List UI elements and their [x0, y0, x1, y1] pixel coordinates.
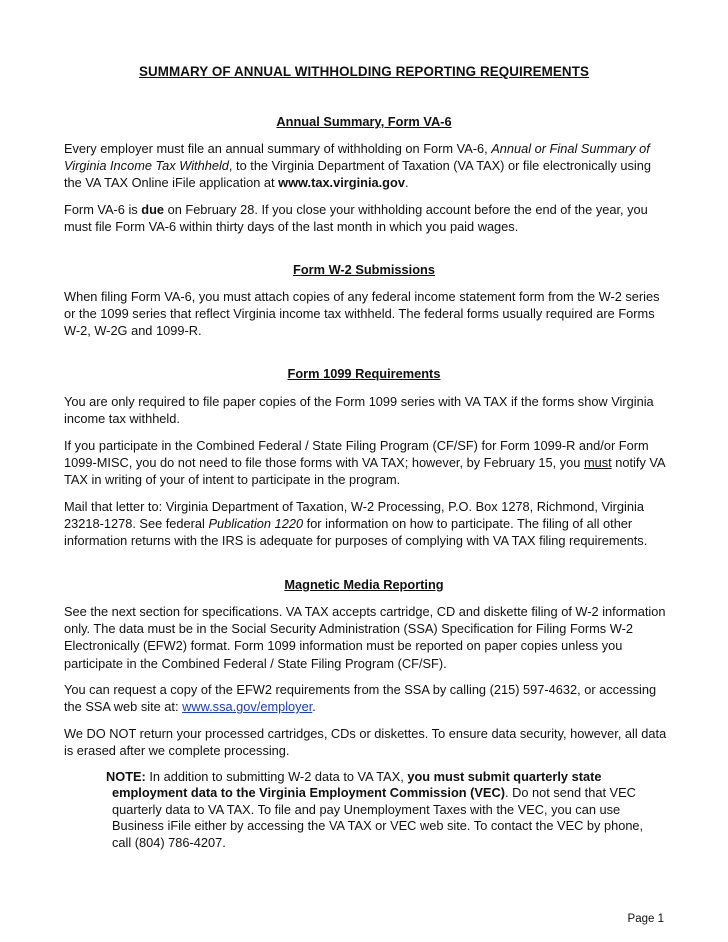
paragraph-1099-paper: You are only required to file paper copies of the Form 1099 series with VA TAX if the forms show Virginia income tax withheld. — [64, 394, 654, 427]
publication-italic: Publication 1220 — [208, 516, 304, 532]
text: Mail that letter to: Virginia Department of Taxation, W-2 Processing, P.O. Box 1278, Richmond, Virginia 23218-1278. See federal — [64, 499, 644, 532]
section-heading-w2: Form W-2 Submissions — [293, 262, 435, 277]
note-line-1 — [106, 769, 672, 785]
text: . — [404, 175, 409, 191]
text: If you participate in the Combined Federal / State Filing Program (CF/SF) for Form 1099-R and/or Form 1099-MISC, you do not need to file those forms with VA TAX; however, by February 15, you — [64, 438, 649, 471]
paragraph-mail-letter — [64, 498, 668, 550]
note-line-3: quarterly data to VA TAX. To file and pay Unemployment Taxes with the VEC, you can use — [112, 801, 621, 817]
section-heading-1099: Form 1099 Requirements — [287, 366, 441, 381]
text: on February 28. If you close your withholding account before the end of the year, you must file Form VA-6 within thirty days of the last month in which you paid wages. — [64, 202, 648, 235]
text: , to the Virginia Department of Taxation (VA TAX) or file electronically using the VA TAX Online iFile application at — [64, 158, 651, 191]
section-heading-magnetic-media: Magnetic Media Reporting — [284, 577, 444, 592]
note-line-5: call (804) 786-4207. — [112, 834, 226, 850]
note-line-4: Business iFile either by accessing the VA TAX or VEC web site. To contact the VEC by phone, — [112, 818, 644, 834]
text: You can request a copy of the EFW2 requirements from the SSA by calling (215) 597-4632, or accessing the SSA web site at: — [64, 682, 657, 715]
text-bold: you must submit quarterly state — [407, 769, 602, 784]
ssa-employer-link[interactable]: www.ssa.gov/employer — [182, 699, 313, 715]
section-heading-annual-summary: Annual Summary, Form VA-6 — [276, 114, 452, 129]
form-title-italic: Annual or Final Summary of Virginia Income Tax Withheld — [64, 141, 650, 174]
paragraph-due-date — [64, 201, 668, 235]
tax-website: www.tax.virginia.gov — [278, 175, 405, 191]
text: . — [312, 699, 316, 715]
text: Every employer must file an annual summary of withholding on Form VA-6, — [64, 141, 492, 156]
paragraph-w2: When filing Form VA-6, you must attach copies of any federal income statement form from the W-2 series or the 1099 series that reflect Virginia income tax withheld. The federal forms usually required are Forms W-2, W-2G and 1099-R. — [64, 289, 660, 339]
due-bold: due — [141, 202, 165, 217]
paragraph-efw2 — [64, 681, 668, 715]
text: for information on how to participate. The filing of all other information returns with the IRS is adequate for purposes of complying with VA TAX filing requirements. — [64, 516, 648, 549]
page-title: SUMMARY OF ANNUAL WITHHOLDING REPORTING REQUIREMENTS — [138, 64, 590, 79]
note-line-2 — [106, 785, 672, 801]
paragraph-cfsf — [64, 437, 668, 489]
page-number: Page 1 — [627, 913, 664, 925]
must-underlined: must — [583, 455, 612, 471]
paragraph-data-return: We DO NOT return your processed cartridges, CDs or diskettes. To ensure data security, however, all data is erased after we complete processing. — [64, 726, 667, 759]
paragraph-magnetic-media: See the next section for specifications. VA TAX accepts cartridge, CD and diskette filing of W-2 information only. The data must be in the Social Security Administration (SSA) Specification for Filing Forms W-2 Electronically (EFW2) format. Form 1099 information must be reported on paper copies unless you participate in the Combined Federal / State Filing Program (CF/SF). — [64, 604, 666, 671]
text: Form VA-6 is — [64, 202, 142, 217]
text: notify VA TAX in writing of your of intent to participate in the program. — [64, 455, 665, 488]
paragraph-annual-summary — [64, 140, 668, 192]
note-block — [106, 769, 672, 851]
text: In addition to submitting W-2 data to VA TAX, — [145, 769, 408, 784]
text: . Do not send that VEC — [504, 785, 636, 801]
text-bold: employment data to the Virginia Employment Commission (VEC) — [112, 785, 505, 801]
note-label: NOTE: — [106, 769, 146, 784]
